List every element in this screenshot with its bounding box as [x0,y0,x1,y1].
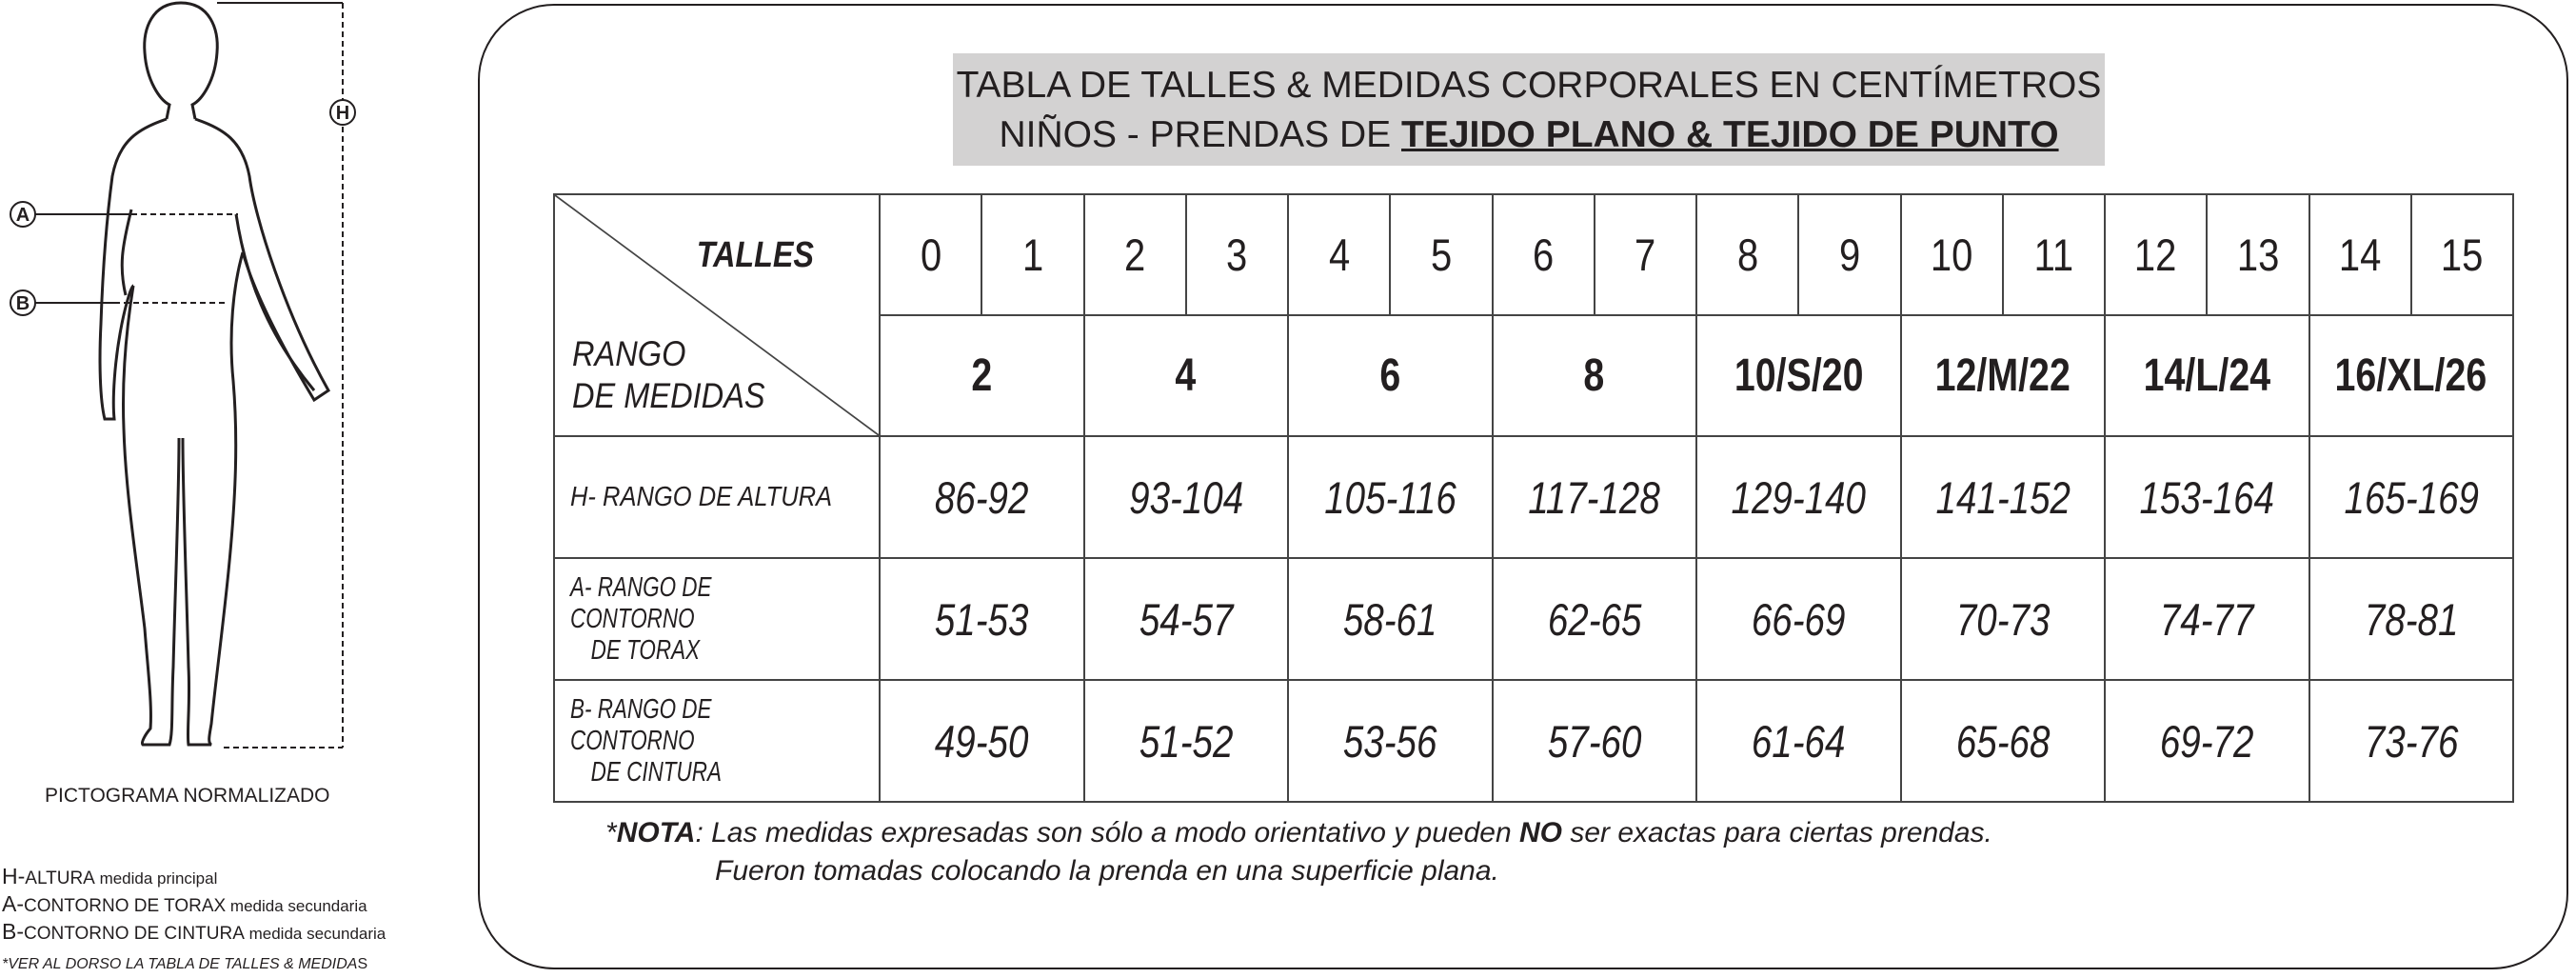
talle-cell: 0 [880,194,981,315]
talle-cell: 14 [2309,194,2411,315]
size-table [553,193,2514,803]
table-title [953,53,2105,166]
value-cell: 65-68 [1901,680,2106,802]
value-cell: 73-76 [2309,680,2514,802]
row-label-cintura: B- RANGO DE CONTORNO DE CINTURA [554,680,880,802]
value-cell: 153-164 [2105,436,2309,558]
corner-range-label: RANGO DE MEDIDAS [572,334,765,415]
marker-h: H [335,103,350,124]
value-cell: 141-152 [1901,436,2106,558]
value-cell: 93-104 [1084,436,1289,558]
title-line-1: TABLA DE TALLES & MEDIDAS CORPORALES EN CENTÍMETROS [956,65,2102,106]
torax-row [554,558,2513,680]
value-cell: 117-128 [1493,436,1697,558]
talle-cell: 4 [1288,194,1390,315]
value-cell: 58-61 [1288,558,1493,680]
talle-cell: 2 [1084,194,1186,315]
value-cell: 129-140 [1696,436,1901,558]
range-cell: 14/L/24 [2105,315,2309,436]
note-line-2: Fueron tomadas colocando la prenda en una superficie plana. [715,855,1499,887]
marker-b: B [15,293,30,314]
talle-cell: 7 [1595,194,1696,315]
talle-cell: 3 [1186,194,1288,315]
footnote: *VER AL DORSO LA TABLA DE TALLES & MEDIDAS [2,956,368,972]
legend-item-a: A-CONTORNO DE TORAX medida secundaria [2,891,367,916]
value-cell: 57-60 [1493,680,1697,802]
table-note [605,814,1992,890]
range-cell: 8 [1493,315,1697,436]
cintura-row [554,680,2513,802]
talle-cell: 13 [2207,194,2308,315]
value-cell: 165-169 [2309,436,2514,558]
talle-cell: 5 [1390,194,1492,315]
talle-cell: 15 [2411,194,2513,315]
talles-row [554,194,2513,315]
talle-cell: 12 [2105,194,2207,315]
note-line-1: *NOTA: Las medidas expresadas son sólo a modo orientativo y pueden NO ser exactas para ciertas prendas. [605,817,1992,848]
value-cell: 74-77 [2105,558,2309,680]
value-cell: 61-64 [1696,680,1901,802]
value-cell: 53-56 [1288,680,1493,802]
range-cell: 6 [1288,315,1493,436]
talle-cell: 10 [1901,194,2003,315]
talle-cell: 11 [2003,194,2105,315]
value-cell: 69-72 [2105,680,2309,802]
body-pictogram [0,0,457,762]
legend-item-h: H-ALTURA medida principal [2,864,218,888]
value-cell: 51-53 [880,558,1084,680]
talle-cell: 9 [1798,194,1900,315]
row-label-altura: H- RANGO DE ALTURA [554,436,880,558]
range-cell: 2 [880,315,1084,436]
range-cell: 12/M/22 [1901,315,2106,436]
talle-cell: 8 [1696,194,1798,315]
value-cell: 66-69 [1696,558,1901,680]
pictogram-panel [0,0,457,978]
altura-row [554,436,2513,558]
measure-legend [2,864,386,947]
value-cell: 78-81 [2309,558,2514,680]
value-cell: 54-57 [1084,558,1289,680]
range-cell: 10/S/20 [1696,315,1901,436]
table-corner-cell [554,194,880,436]
corner-talles-label: TALLES [696,235,814,275]
talle-cell: 1 [981,194,1083,315]
range-cell: 16/XL/26 [2309,315,2514,436]
range-cell: 4 [1084,315,1289,436]
row-label-torax: A- RANGO DE CONTORNO DE TORAX [554,558,880,680]
legend-item-b: B-CONTORNO DE CINTURA medida secundaria [2,919,386,944]
value-cell: 105-116 [1288,436,1493,558]
talle-cell: 6 [1493,194,1595,315]
value-cell: 86-92 [880,436,1084,558]
pictogram-caption: PICTOGRAMA NORMALIZADO [45,785,330,807]
value-cell: 51-52 [1084,680,1289,802]
value-cell: 49-50 [880,680,1084,802]
value-cell: 62-65 [1493,558,1697,680]
marker-a: A [15,205,30,226]
value-cell: 70-73 [1901,558,2106,680]
title-line-2: NIÑOS - PRENDAS DE TEJIDO PLANO & TEJIDO DE PUNTO [999,114,2059,155]
